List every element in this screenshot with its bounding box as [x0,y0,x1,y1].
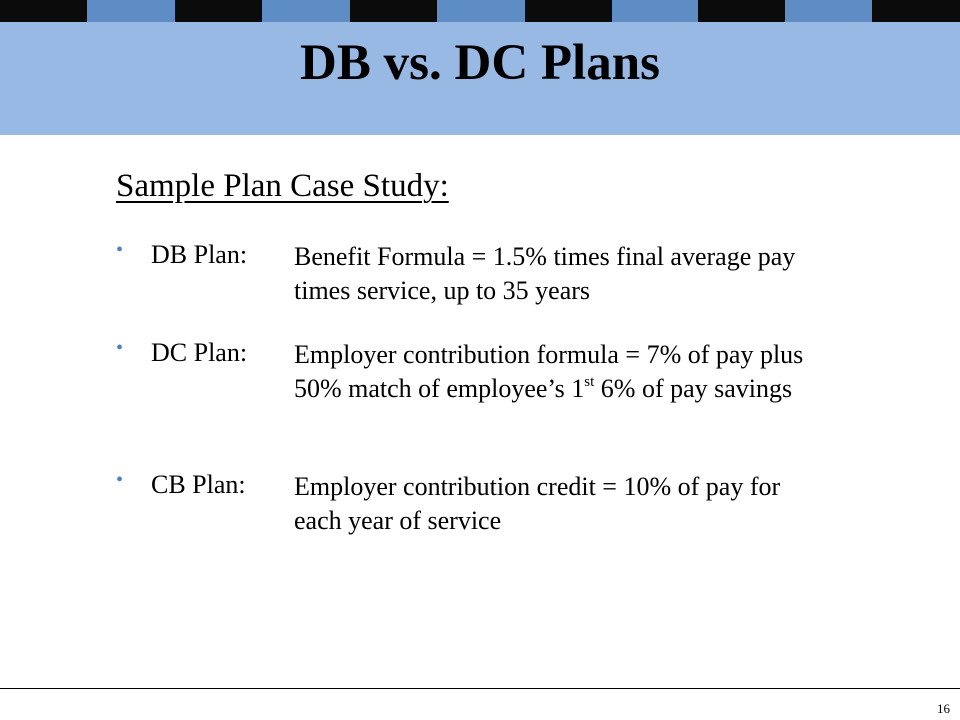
strip-block [0,0,87,22]
plan-description: Employer contribution formula = 7% of pay plus 50% match of employee’s 1st 6% of pay savings [294,340,804,403]
plan-label: DB Plan: [151,240,248,269]
page-number: 16 [937,701,950,716]
strip-block [175,0,262,22]
strip-block [350,0,437,22]
bullet-dot-icon: • [116,469,124,491]
plan-description: Employer contribution credit = 10% of pay for each year of service [294,472,781,535]
footer-divider [0,688,960,689]
strip-block [698,0,785,22]
top-decorative-strip [0,0,960,22]
plan-label: DC Plan: [151,338,248,367]
plan-description: Benefit Formula = 1.5% times final average pay times service, up to 35 years [294,242,796,305]
strip-block [525,0,612,22]
slide-subtitle: Sample Plan Case Study: [116,168,449,204]
plan-label: CB Plan: [151,470,246,499]
bullet-dot-icon: • [116,239,124,261]
bullet-dot-icon: • [116,337,124,359]
strip-block [872,0,960,22]
slide-title: DB vs. DC Plans [300,35,660,91]
